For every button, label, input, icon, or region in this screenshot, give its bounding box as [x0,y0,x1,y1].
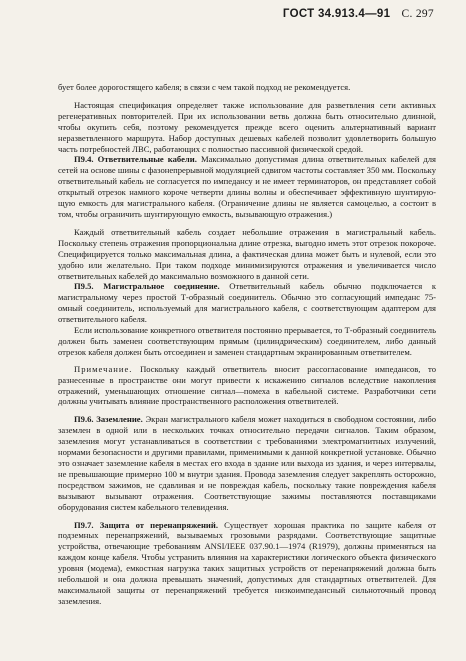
document-body [58,82,436,607]
note [58,364,436,408]
note-text: Поскольку каждый ответвитель вносит рассогласование импедансов, то разнесенные в пространстве они могут привести к искажению сигналов вследствие накопления отражений, уменьшающих отношение сигнал—помеха в кабельной системе. Разработчики сети должны учитывать влияние пространственного расположения ответвителей. [58,363,436,407]
section-p9-7 [58,520,436,607]
section-heading: П9.4. Ответвительные кабели. [74,154,197,165]
paragraph-text: Экран магистрального кабеля может находиться в свободном состоянии, либо заземлен в одной или в нескольких точках относительно передачи сигналов. Таким образом, заземления могут устанавливаться в соответствии с требованиями электромагнитных излучений, нормами безопасности и другими правилами, применимыми к данной конкретной установке. Обычно это означает заземление кабеля в местах его входа в здание или выхода из здания, и через интервалы, не превышающие примерно 100 м внутри здания. Провода заземления следует закреплять осторожно, посредством зажимов, не сдавливая и не повреждая кабель, поскольку такие повреждения кабеля вызывают вызывают отражения. Соответствующие зажимы поставляются поставщиками оборудования систем кабельного телевидения. [58,414,437,512]
section-heading: П9.6. Заземление. [74,414,143,425]
paragraph [58,325,436,358]
paragraph-text: Каждый ответвительный кабель создает небольшие отражения в магистральный кабель. Поскольку степень отражения пропорциональна длине отрезка, выгодно иметь этот отрезок покороче. Специфицируется только максимальная длина, а фактическая длина может быть и нулевой, если это удобно или желательно. При таком подходе минимизируются отражения и увеличивается число ответвительных кабелей до максимально возможного в данной сети. [58,226,436,281]
page-number: С. 297 [401,8,434,20]
section-p9-5 [58,281,436,325]
paragraph-text: Ответвительный кабель обычно подключается к магистральному через простой Т-образный соединитель. Обычно это согласующий импеданс 75-омный соединитель, используемый для магистрального кабеля, с соответствующим адаптером для ответвительного кабеля. [58,281,437,325]
paragraph [58,227,436,282]
paragraph-text: Существует хорошая практика по защите кабеля от подземных перенапряжений, вызываемых грозовыми разрядами. Соответствующие защитные устройства, отвечающие требованиям ANSI/IEEE 037.90.1—1974 (R1979), должны применяться на каждом конце кабеля. Чтобы устранить влияния на характеристики логического объекта физического уровня (модема), емкостная нагрузка таких защитных устройств от перенапряжений должна быть небольшой и она должна превышать значений, допустимых для стандартных ответвителей. Для максимальной защиты от перенапряжений требуется низкоимпедансный сильноточный провод заземления. [58,519,436,606]
section-p9-4 [58,154,436,219]
page-header [283,8,434,20]
paragraph-text: Максимально допустимая длина ответвительных кабелей для сетей на основе шины с фазонепрерывной модуляцией сдвигом частоты составляет 350 мм. Поскольку ответвительный кабель не согласуется по импедансу и не имеет терминаторов, он представляет собой открытый отрезок намного короче четверти длины волны и обеспечивает эффективную шунтирующую емкость для магистрального кабеля. (Ограничение длины не является самоцелью, а состоит в том, чтобы ограничить шунтирующую емкость, вызывающую отражения.) [58,154,436,219]
section-heading: П9.7. Защита от перенапряжений. [74,519,218,530]
section-p9-6 [58,414,436,512]
note-label: Примечание. [74,363,133,374]
paragraph-text: бует более дорогостящего кабеля; в связи с чем такой подход не рекомендуется. [58,82,351,92]
paragraph [58,100,436,155]
paragraph-text: Если использование конкретного ответвителя постоянно прерывается, то Т-образный соединитель должен быть заменен соответствующим прямым (цилиндрическим) соединителем, либо данный отрезок кабеля должен быть отсоединен и заменен стандартным экранированным ответвителем. [58,325,436,357]
section-heading: П9.5. Магистральное соединение. [74,281,220,292]
paragraph-text: Настоящая спецификация определяет также использование для разветвления сети активных регенеративных повторителей. При их использовании ветвь должна быть относительно длинной, чтобы окупить себя, поэтому рекомендуется прежде всего оценить альтернативный вариант неразветвленного маршрута. Набор доступных дешевых кабелей позволит удовлетворить большую часть потребностей ЛВС, работающих с полностью пассивной физической средой. [58,99,436,154]
paragraph [58,82,436,93]
standard-number: ГОСТ 34.913.4—91 [282,8,391,20]
